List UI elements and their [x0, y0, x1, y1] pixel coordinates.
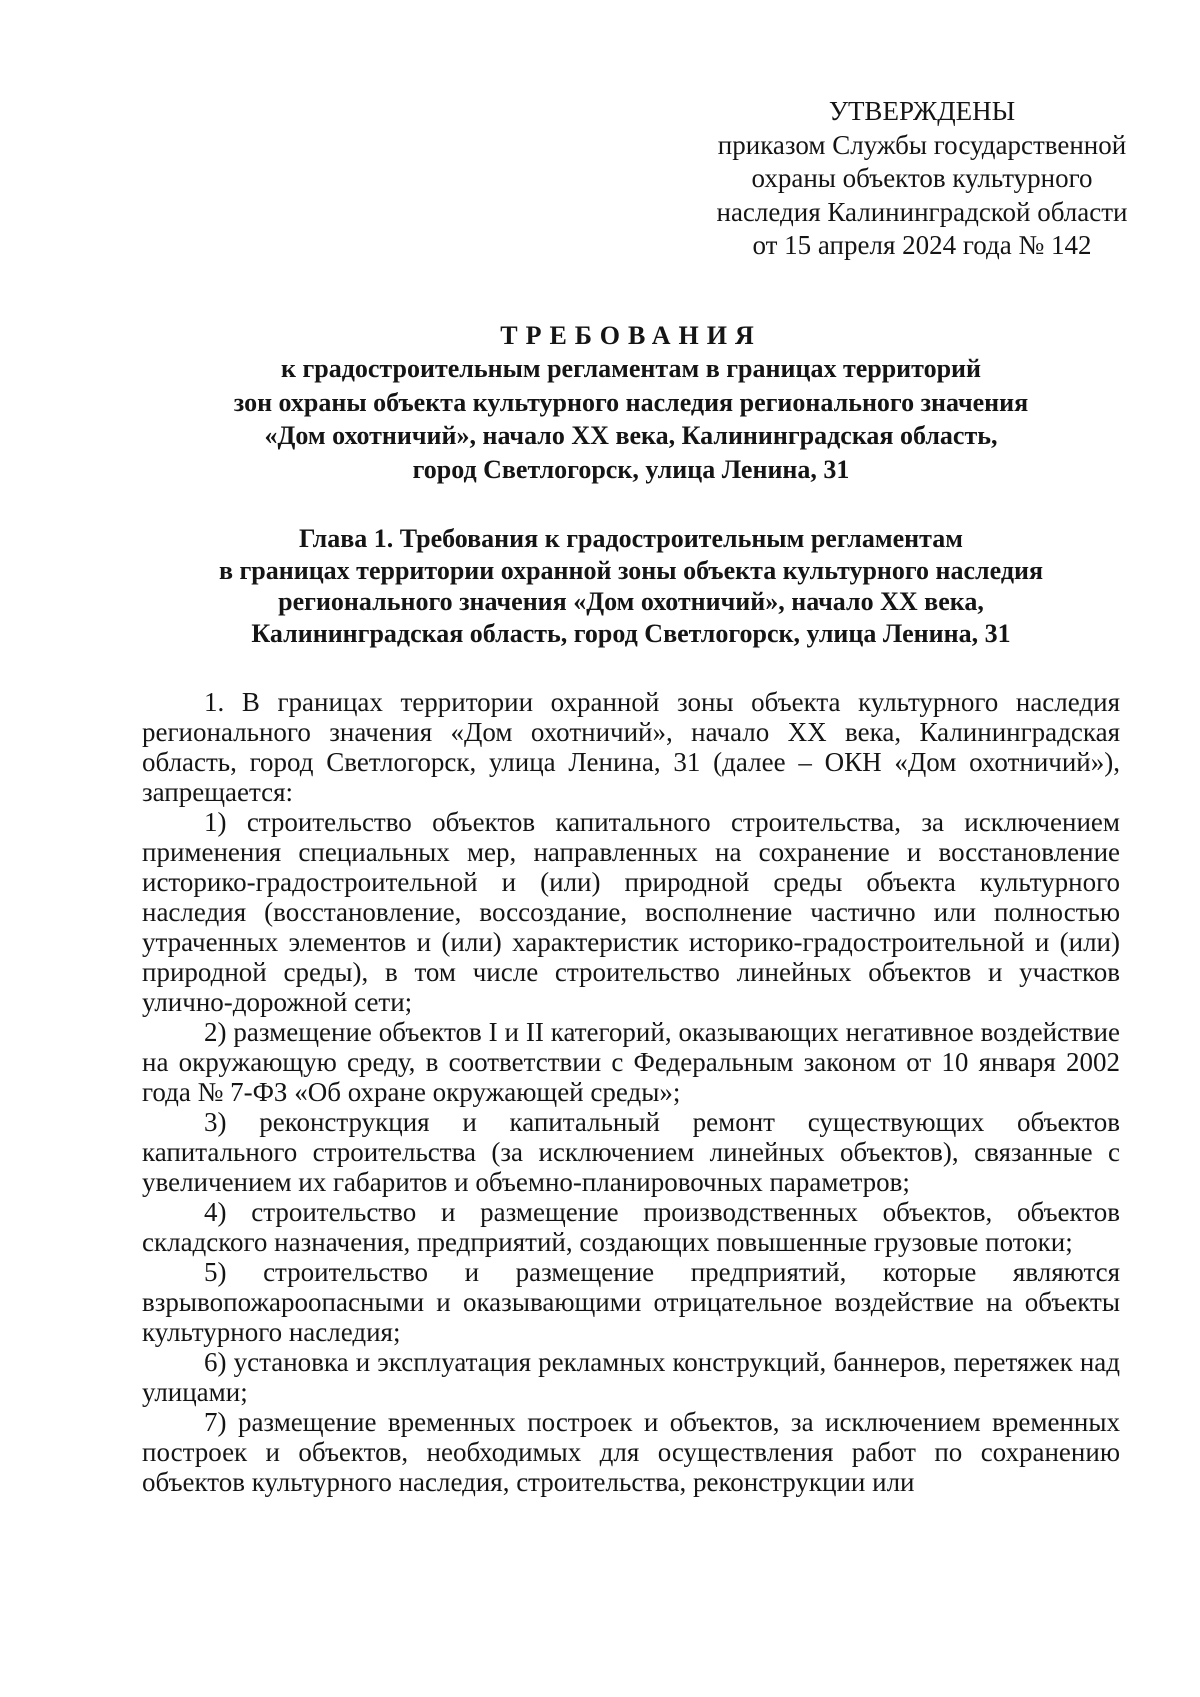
approval-stamp [662, 95, 1182, 263]
list-item-2: 2) размещение объектов I и II категорий, оказывающих негативное воздействие на окружающую среду, в соответствии с Федеральным законом от 10 января 2002 года № 7-ФЗ «Об охране окружающей среды»; [142, 1017, 1120, 1107]
approval-line: приказом Службы государственной [717, 129, 1127, 160]
approval-title: УТВЕРЖДЕНЫ [828, 96, 1016, 126]
document-body [142, 687, 1120, 1497]
list-item-3: 3) реконструкция и капитальный ремонт существующих объектов капитального строительства (за исключением линейных объектов), связанные с увеличением их габаритов и объемно-планировочных параметров; [142, 1107, 1120, 1197]
chapter-line: Калининградская область, город Светлогорск, улица Ленина, 31 [251, 618, 1011, 648]
chapter-heading [142, 523, 1120, 649]
paragraph-1: 1. В границах территории охранной зоны объекта культурного наследия регионального значения «Дом охотничий», начало XX века, Калининградская область, город Светлогорск, улица Ленина, 31 (далее – ОКН «Дом охотничий»), запрещается: [142, 687, 1120, 807]
document-title [142, 319, 1120, 487]
title-line: «Дом охотничий», начало XX века, Калининградская область, [264, 421, 998, 450]
list-item-7: 7) размещение временных построек и объектов, за исключением временных построек и объектов, необходимых для осуществления работ по сохранению объектов культурного наследия, строительства, реконструкции или [142, 1407, 1120, 1497]
approval-date-line: от 15 апреля 2024 года № 142 [752, 230, 1092, 260]
title-line: зон охраны объекта культурного наследия регионального значения [233, 387, 1029, 417]
list-item-5: 5) строительство и размещение предприятий, которые являются взрывопожароопасными и оказывающими отрицательное воздействие на объекты культурного наследия; [142, 1257, 1120, 1347]
list-item-6: 6) установка и эксплуатация рекламных конструкций, баннеров, перетяжек над улицами; [142, 1347, 1120, 1407]
approval-line: наследия Калининградской области [716, 196, 1128, 227]
chapter-line: в границах территории охранной зоны объекта культурного наследия [218, 555, 1044, 585]
title-line: к градостроительным регламентам в границах территорий [280, 354, 982, 383]
list-item-1: 1) строительство объектов капитального строительства, за исключением применения специальных мер, направленных на сохранение и восстановление историко-градостроительной и (или) природной среды объекта культурного наследия (восстановление, воссоздание, восполнение частично или полностью утраченных элементов и (или) характеристик историко-градостроительной и (или) природной среды), в том числе строительство линейных объектов и участков улично-дорожной сети; [142, 807, 1120, 1017]
title-line: город Светлогорск, улица Ленина, 31 [412, 454, 850, 484]
approval-line: охраны объектов культурного [751, 163, 1093, 193]
chapter-line: регионального значения «Дом охотничий», начало XX века, [278, 587, 984, 616]
title-heading: ТРЕБОВАНИЯ [500, 320, 762, 350]
list-item-4: 4) строительство и размещение производственных объектов, объектов складского назначения, предприятий, создающих повышенные грузовые потоки; [142, 1197, 1120, 1257]
chapter-line: Глава 1. Требования к градостроительным регламентам [299, 524, 963, 553]
